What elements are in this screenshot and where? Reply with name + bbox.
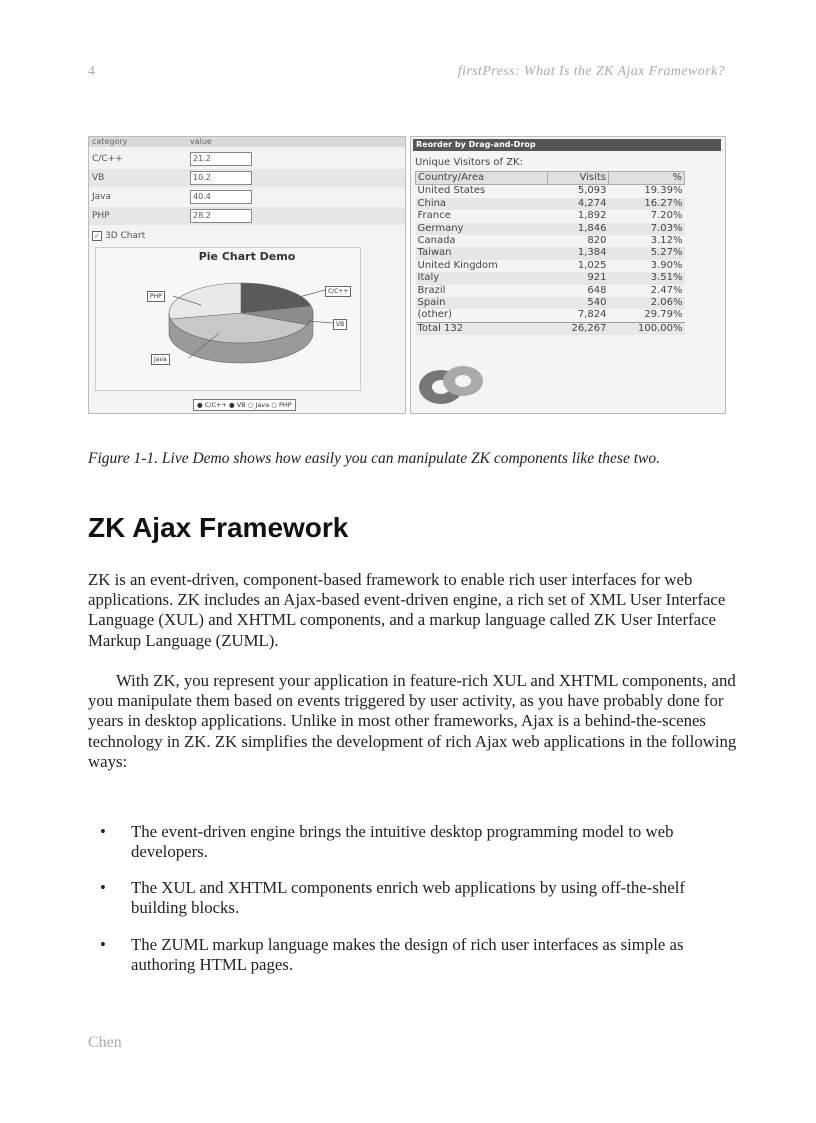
- table-body: [416, 185, 685, 322]
- column-header-visits[interactable]: Visits: [547, 172, 608, 185]
- visits-cell: 648: [587, 284, 607, 296]
- table-row[interactable]: [416, 309, 685, 322]
- total-visits: 26,267: [547, 322, 608, 335]
- table-row[interactable]: [416, 297, 685, 309]
- percent-cell: 3.12%: [650, 235, 683, 247]
- paragraph-2: With ZK, you represent your application in feature-rich XUL and XHTML components, and you manipulate them based on events triggered by user activity, as you have probably done for years in desktop applications. Unlike in most other frameworks, Ajax is a behind-the-scenes technology in ZK. ZK simplifies the development of rich Ajax web applications in the following ways:: [88, 671, 737, 771]
- country-cell: Germany: [417, 222, 464, 234]
- checkbox[interactable]: ✓: [92, 231, 102, 241]
- bullet-glyph: •: [100, 878, 106, 897]
- page-number: 4: [88, 64, 95, 79]
- visits-cell: 4,274: [577, 197, 607, 209]
- figure-caption: Figure 1-1. Live Demo shows how easily you can manipulate ZK components like these two.: [88, 450, 660, 467]
- row-category: Java: [92, 192, 112, 202]
- country-cell: Italy: [417, 272, 440, 284]
- slice-label-vb: VB: [333, 319, 347, 330]
- country-cell: Brazil: [417, 284, 446, 296]
- visits-cell: 1,025: [577, 259, 607, 271]
- bullet-text: The XUL and XHTML components enrich web applications by using off-the-shelf building blocks.: [131, 878, 685, 918]
- bullet-glyph: •: [100, 822, 106, 841]
- country-cell: United Kingdom: [417, 259, 498, 271]
- percent-cell: 19.39%: [644, 185, 683, 197]
- percent-cell: 7.03%: [650, 222, 683, 234]
- paragraph-1: ZK is an event-driven, component-based framework to enable rich user interfaces for web applications. ZK includes an Ajax-based event-driven engine, a rich set of XML User Interface Language (XUL) and XHTML components, and a markup language called ZK User Interface Markup Language (ZUML).: [88, 570, 726, 650]
- country-cell: China: [417, 197, 447, 209]
- visits-cell: 540: [587, 297, 607, 309]
- pie-title: Pie Chart Demo: [198, 250, 296, 263]
- bullet-glyph: •: [100, 935, 106, 954]
- table-row[interactable]: [416, 247, 685, 259]
- slice-label-cpp: C/C++: [325, 286, 351, 297]
- total-percent: 100.00%: [609, 322, 685, 335]
- percent-cell: 16.27%: [644, 197, 683, 209]
- visits-cell: 921: [587, 272, 607, 284]
- column-header-country[interactable]: Country/Area: [416, 172, 548, 185]
- value-input[interactable]: 21.2: [190, 152, 252, 166]
- value-input[interactable]: 28.2: [190, 209, 252, 223]
- value-input[interactable]: 10.2: [190, 171, 252, 185]
- row-category: PHP: [92, 211, 110, 221]
- visitors-table: [415, 171, 685, 335]
- percent-cell: 7.20%: [650, 210, 683, 222]
- row-category: VB: [92, 173, 105, 183]
- country-cell: France: [417, 210, 451, 222]
- pie-chart: [89, 137, 405, 413]
- pie-slice-php[interactable]: [169, 283, 241, 319]
- leader-line: [299, 290, 325, 297]
- table-row[interactable]: [416, 285, 685, 297]
- total-label: Total 132: [416, 322, 548, 335]
- bullet-text: The event-driven engine brings the intuitive desktop programming model to web developers.: [131, 822, 674, 862]
- visits-cell: 7,824: [577, 309, 607, 321]
- country-cell: Canada: [417, 235, 456, 247]
- country-cell: Spain: [417, 297, 446, 309]
- value-input[interactable]: 40.4: [190, 190, 252, 204]
- panel-subtitle: Unique Visitors of ZK:: [415, 157, 523, 168]
- bullet-text: The ZUML markup language makes the design of rich user interfaces as simple as authoring HTML pages.: [131, 935, 684, 975]
- column-header-percent[interactable]: %: [609, 172, 685, 185]
- column-header-category: category: [92, 137, 128, 146]
- visitors-demo-panel: [410, 136, 726, 414]
- table-row[interactable]: [416, 223, 685, 235]
- running-head: firstPress: What Is the ZK Ajax Framework?: [457, 64, 725, 79]
- row-category: C/C++: [92, 154, 123, 164]
- table-row[interactable]: [416, 210, 685, 222]
- visits-cell: 1,846: [577, 222, 607, 234]
- percent-cell: 5.27%: [650, 247, 683, 259]
- country-cell: United States: [417, 185, 486, 197]
- visits-cell: 1,384: [577, 247, 607, 259]
- country-cell: Taiwan: [417, 247, 452, 259]
- chart-legend: ● C/C++ ● VB ○ Java ○ PHP: [193, 399, 296, 411]
- country-cell: (other): [417, 309, 452, 321]
- table-row[interactable]: [416, 272, 685, 284]
- visits-cell: 5,093: [577, 185, 607, 197]
- panel-title[interactable]: Reorder by Drag-and-Drop: [413, 139, 721, 151]
- slice-label-java: Java: [151, 354, 170, 365]
- table-header-row: [416, 172, 685, 185]
- donut-image: [415, 361, 495, 407]
- table-row[interactable]: [416, 185, 685, 198]
- column-header-value: value: [190, 137, 212, 146]
- footer-author: Chen: [88, 1034, 122, 1051]
- section-heading: ZK Ajax Framework: [88, 512, 349, 543]
- percent-cell: 3.90%: [650, 259, 683, 271]
- total-row: [416, 322, 685, 335]
- percent-cell: 29.79%: [644, 309, 683, 321]
- pie-chart-demo-panel: [88, 136, 406, 414]
- visits-cell: 1,892: [577, 210, 607, 222]
- visits-cell: 820: [587, 235, 607, 247]
- table-row[interactable]: [416, 260, 685, 272]
- percent-cell: 2.06%: [650, 297, 683, 309]
- checkbox-label: 3D Chart: [105, 231, 146, 241]
- percent-cell: 2.47%: [650, 284, 683, 296]
- table-row[interactable]: [416, 198, 685, 210]
- table-row[interactable]: [416, 235, 685, 247]
- slice-label-php: PHP: [147, 291, 165, 302]
- percent-cell: 3.51%: [650, 272, 683, 284]
